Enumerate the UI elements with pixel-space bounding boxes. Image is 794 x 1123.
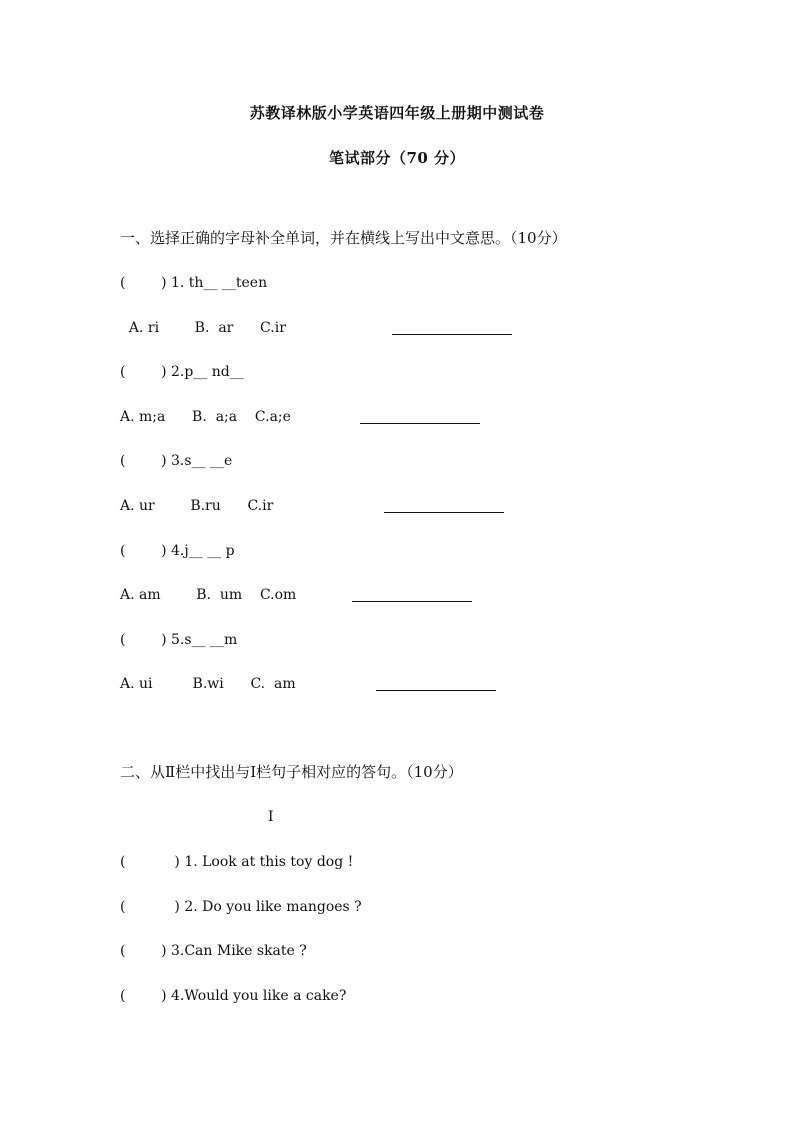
question-5-options: A. ui B.wi C. am	[120, 676, 296, 692]
question-3-options: A. ur B.ru C.ir	[120, 498, 274, 514]
section-1-heading: 一、选择正确的字母补全单词，并在横线上写出中文意思。（10分）	[120, 229, 567, 247]
question-1-answer-line[interactable]	[392, 334, 512, 335]
question-2-stem: ( ) 2.p__ nd__	[120, 364, 244, 380]
matching-item-3: ( ) 3.Can Mike skate ?	[120, 943, 307, 959]
question-3-stem: ( ) 3.s__ __e	[120, 453, 233, 469]
matching-item-2: ( ) 2. Do you like mangoes ?	[120, 899, 362, 915]
matching-item-1: ( ) 1. Look at this toy dog !	[120, 854, 354, 870]
exam-title: 苏教译林版小学英语四年级上册期中测试卷	[249, 104, 545, 122]
question-5-answer-line[interactable]	[376, 690, 496, 691]
question-2-answer-line[interactable]	[360, 423, 480, 424]
exam-subtitle: 笔试部分（70 分）	[328, 149, 466, 167]
question-4-options: A. am B. um C.om	[120, 587, 297, 603]
question-3-answer-line[interactable]	[384, 512, 504, 513]
question-1-stem: ( ) 1. th__ __teen	[120, 275, 268, 291]
column-1-label: Ⅰ	[268, 809, 274, 825]
question-4-answer-line[interactable]	[352, 601, 472, 602]
question-4-stem: ( ) 4.j__ __ p	[120, 543, 235, 559]
question-2-options: A. m;a B. a;a C.a;e	[120, 409, 291, 425]
question-5-stem: ( ) 5.s__ __m	[120, 632, 238, 648]
question-1-options: A. ri B. ar C.ir	[120, 320, 286, 336]
matching-item-4: ( ) 4.Would you like a cake?	[120, 988, 347, 1004]
section-2-heading: 二、从Ⅱ栏中找出与Ⅰ栏句子相对应的答句。（10分）	[120, 763, 463, 781]
